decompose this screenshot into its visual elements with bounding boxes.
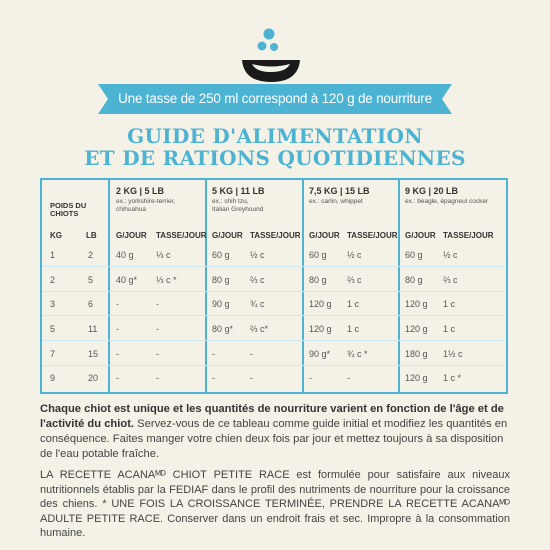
column-header: G/JOUR — [405, 231, 436, 240]
table-cell: 1 c — [443, 324, 456, 334]
table-cell: 1 c — [347, 299, 360, 309]
table-cell: - — [116, 373, 119, 383]
table-cell: 1 c — [443, 299, 456, 309]
column-header: G/JOUR — [116, 231, 147, 240]
table-divider — [302, 180, 304, 392]
table-cell: 1 c — [347, 324, 360, 334]
info-ribbon — [98, 84, 452, 114]
table-cell: ⅔ c* — [250, 324, 269, 334]
group-example: ex.: shih tzu, — [212, 198, 249, 205]
table-cell: 1 c * — [443, 373, 462, 383]
feeding-table — [40, 178, 508, 394]
table-cell: ⅓ c * — [156, 275, 177, 285]
page-title-line-2: ET DE RATIONS QUOTIDIENNES — [84, 146, 466, 170]
table-cell: - — [156, 299, 159, 309]
feeding-note — [40, 402, 510, 462]
table-cell: 120 g — [405, 299, 428, 309]
group-title: 2 KG | 5 LB — [116, 186, 165, 196]
column-header: TASSE/JOUR — [347, 231, 398, 240]
table-cell: - — [309, 373, 312, 383]
table-cell: ½ c — [443, 250, 458, 260]
group-example: ex.: carlin, whippet — [309, 198, 363, 205]
column-header: TASSE/JOUR — [443, 231, 494, 240]
row-separator — [42, 315, 506, 316]
poids-label: CHIOTS — [50, 209, 79, 218]
table-cell: 120 g — [405, 373, 428, 383]
table-cell: 120 g — [309, 324, 332, 334]
table-cell: - — [212, 373, 215, 383]
group-example: chihuahua — [116, 206, 146, 213]
row-kg: 9 — [50, 373, 56, 383]
table-cell: ½ c — [250, 250, 265, 260]
table-cell: - — [156, 349, 159, 359]
table-cell: - — [250, 373, 253, 383]
page-title-line-1: GUIDE D'ALIMENTATION — [127, 124, 423, 148]
disclaimer-text: LA RECETTE ACANAᴹᴰ CHIOT PETITE RACE est formulée pour satisfaire aux niveaux nutritionnels établis par la FEDIAF dans le profil des nutriments de nourriture pour la croissance des chiens. * UNE FOIS LA CROISSANCE TERMINÉE, PRENDRE LA RECETTE ACANAᴹᴰ ADULTE PETITE RACE. Conserver dans un endroit frais et sec. Impropre à la consommation humaine. — [40, 469, 510, 539]
row-kg: 2 — [50, 275, 56, 285]
row-kg: 5 — [50, 324, 56, 334]
row-lb: 5 — [88, 275, 94, 285]
table-cell: - — [116, 324, 119, 334]
group-example: ex.: yorkshire-terrier, — [116, 198, 176, 205]
column-header-lb: LB — [86, 231, 97, 240]
table-cell: - — [250, 349, 253, 359]
table-cell: 90 g* — [309, 349, 331, 359]
table-cell: 120 g — [405, 324, 428, 334]
table-cell: 120 g — [309, 299, 332, 309]
column-header-kg: KG — [50, 231, 62, 240]
table-cell: 90 g — [212, 299, 230, 309]
table-cell: - — [347, 373, 350, 383]
table-cell: 80 g* — [212, 324, 234, 334]
row-lb: 11 — [88, 324, 98, 334]
table-cell: - — [116, 299, 119, 309]
row-lb: 15 — [88, 349, 99, 359]
column-header: TASSE/JOUR — [250, 231, 301, 240]
row-kg: 7 — [50, 349, 56, 359]
row-lb: 20 — [88, 373, 99, 383]
table-divider — [398, 180, 400, 392]
table-cell: 80 g — [309, 275, 327, 285]
table-cell: 80 g — [405, 275, 423, 285]
row-kg: 1 — [50, 250, 56, 260]
table-cell: ¾ c — [250, 299, 265, 309]
table-cell: - — [156, 373, 159, 383]
table-divider — [108, 180, 110, 392]
table-cell: - — [116, 349, 119, 359]
group-example: Italian Greyhound — [212, 206, 264, 213]
column-header: TASSE/JOUR — [156, 231, 207, 240]
feeding-note-text: Servez-vous de ce tableau comme guide initial et modifiez les quantités en conséquence. Faites manger votre chien deux fois par jour et mettez toujours à sa disposition de l'eau potable fraîche. — [40, 418, 508, 460]
table-cell: 180 g — [405, 349, 428, 359]
table-cell: ⅔ c — [250, 275, 265, 285]
table-cell: 40 g — [116, 250, 134, 260]
row-lb: 2 — [88, 250, 94, 260]
column-header: G/JOUR — [309, 231, 340, 240]
table-cell: ⅔ c — [443, 275, 458, 285]
table-divider — [205, 180, 207, 392]
table-cell: - — [212, 349, 215, 359]
table-cell: 40 g* — [116, 275, 138, 285]
row-separator — [42, 266, 506, 267]
table-cell: - — [156, 324, 159, 334]
row-separator — [42, 365, 506, 366]
group-title: 9 KG | 20 LB — [405, 186, 459, 196]
row-separator — [42, 340, 506, 341]
group-title: 5 KG | 11 LB — [212, 186, 265, 196]
table-cell: 60 g — [309, 250, 327, 260]
table-cell: ⅔ c — [347, 275, 362, 285]
ribbon-text: Une tasse de 250 ml correspond à 120 g de nourriture — [118, 91, 432, 106]
bowl-with-bubbles-icon — [238, 20, 304, 86]
row-separator — [42, 291, 506, 292]
row-lb: 6 — [88, 299, 94, 309]
table-cell: 80 g — [212, 275, 230, 285]
column-header: G/JOUR — [212, 231, 243, 240]
poids-label: POIDS DU — [50, 201, 87, 210]
group-example: ex.: beagle, épagneul cocker — [405, 198, 489, 205]
table-cell: 60 g — [405, 250, 423, 260]
table-cell: ½ c — [347, 250, 362, 260]
feeding-note-bold: Chaque chiot est unique et les quantités de nourriture varient en fonction de l'âge et de l'activité du chiot. — [40, 403, 504, 430]
group-title: 7,5 KG | 15 LB — [309, 186, 370, 196]
table-cell: ¾ c * — [347, 349, 368, 359]
table-cell: 1½ c — [443, 349, 463, 359]
table-cell: ⅓ c — [156, 250, 171, 260]
table-cell: 60 g — [212, 250, 230, 260]
row-kg: 3 — [50, 299, 56, 309]
